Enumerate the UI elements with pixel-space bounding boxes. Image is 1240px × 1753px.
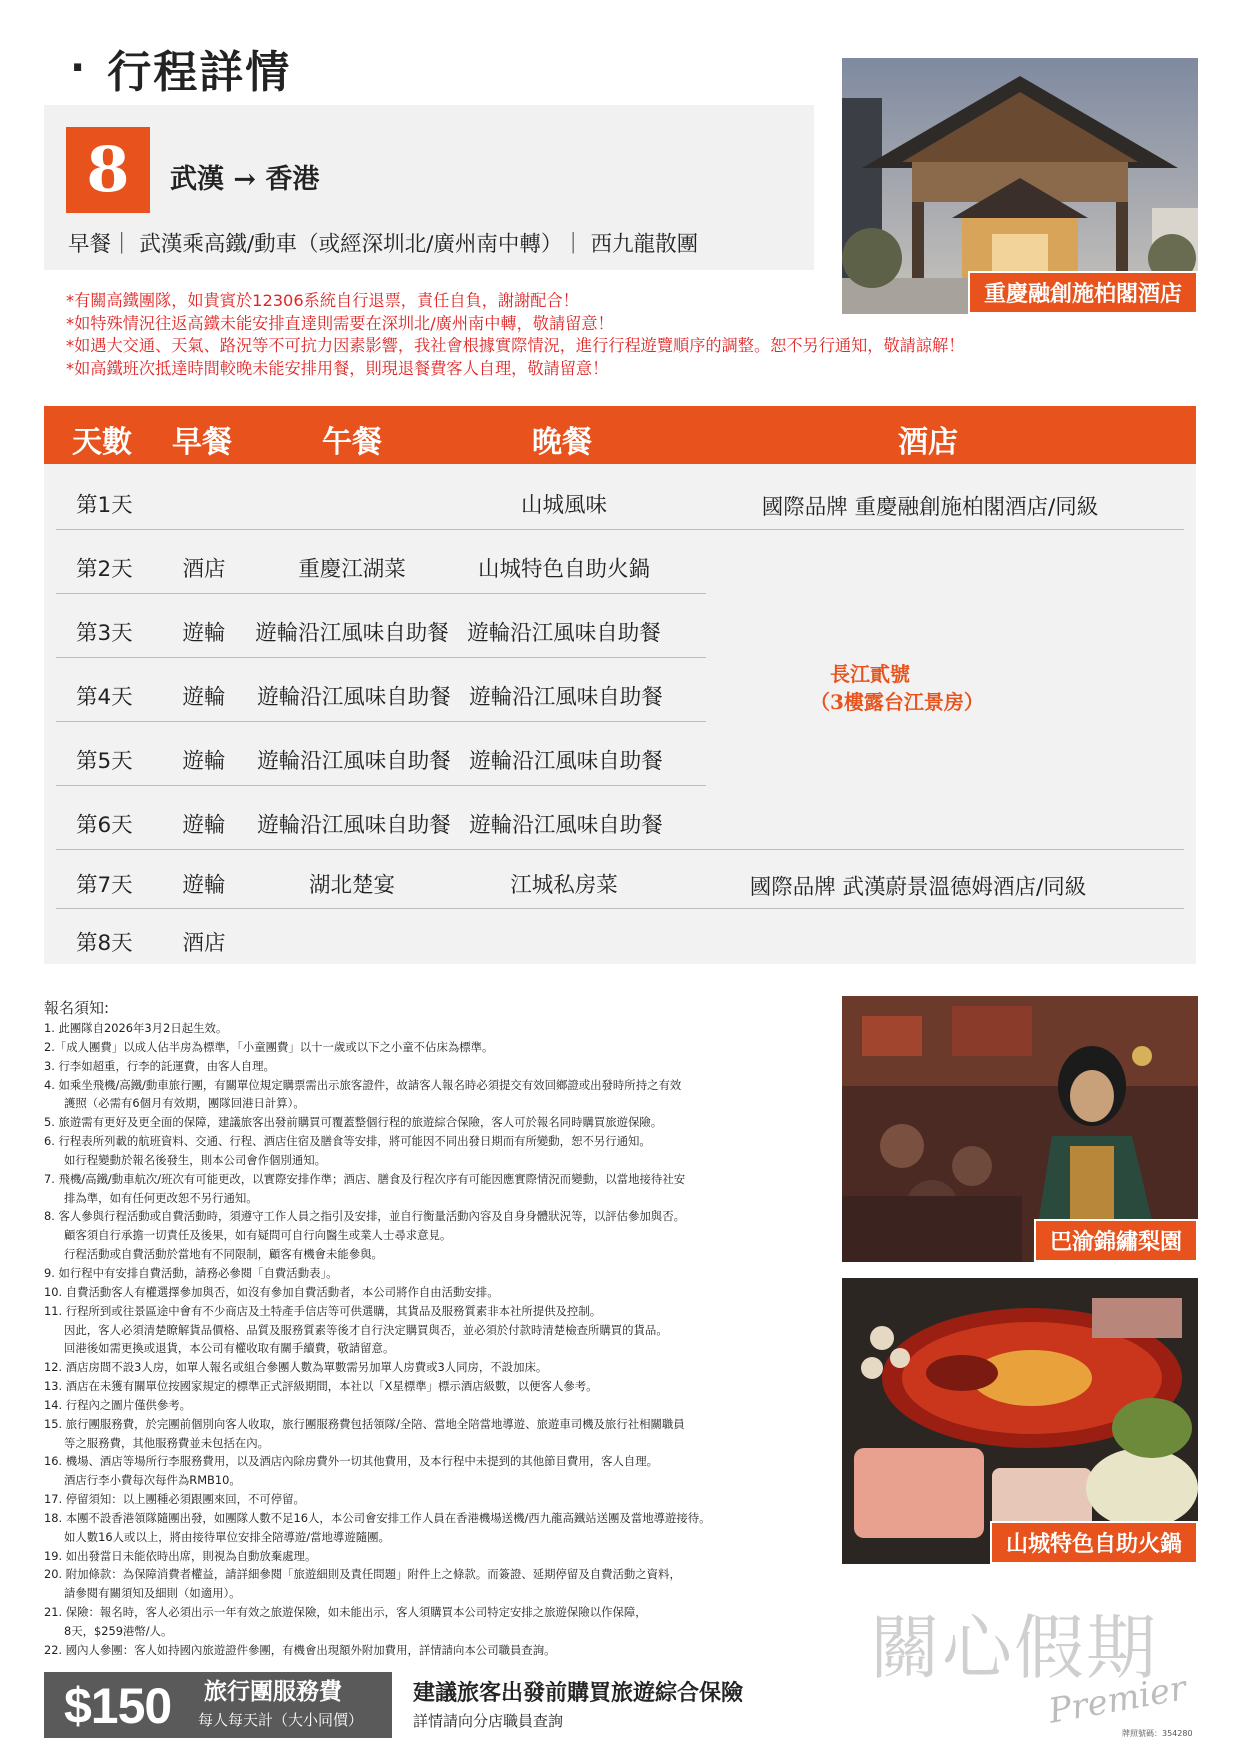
- table-row-lunch: 遊輪沿江風味自助餐: [257, 813, 451, 838]
- table-row-hotel: 國際品牌 武漢蔚景溫德姆酒店/同級: [749, 875, 1087, 900]
- table-row-day: 第5天: [76, 749, 133, 774]
- insurance-subtitle: 詳情請向分店職員查詢: [413, 1712, 564, 1730]
- header-breakfast: 早餐: [172, 425, 232, 460]
- row-divider: [56, 721, 706, 722]
- registration-item: 顧客須自行承擔一切責任及後果，如有疑問可自行向醫生或業人士尋求意見。: [64, 1228, 452, 1243]
- registration-item: 3. 行李如超重，行李的託運費，由客人自理。: [44, 1058, 275, 1073]
- day-summary-box: [44, 105, 814, 270]
- table-row-breakfast: 酒店: [182, 931, 226, 956]
- cruise-hotel-cell: [810, 660, 984, 716]
- day-details: 早餐｜ 武漢乘高鐵/動車（或經深圳北/廣州南中轉）｜ 西九龍散團: [68, 232, 699, 257]
- hotpot-photo-caption: 山城特色自助火鍋: [990, 1521, 1198, 1564]
- registration-item: 6. 行程表所列載的航班資料、交通、行程、酒店住宿及膳食等安排，將可能因不同出發日期而有所變動，恕不另行通知。: [44, 1134, 651, 1149]
- registration-item: 16. 機場、酒店等場所行李服務費用，以及酒店內除房費外一切其他費用，及本行程中未提到的其他節目費用，客人自理。: [44, 1454, 659, 1469]
- table-row-dinner: 遊輪沿江風味自助餐: [467, 621, 661, 646]
- service-fee-amount: $150: [64, 1678, 172, 1734]
- registration-item: 13. 酒店在未獲有關單位按國家規定的標準正式評級期間，本社以「X星標準」標示酒店級數，以便客人參考。: [44, 1379, 598, 1394]
- registration-list: [44, 1019, 834, 1660]
- table-row-dinner: 遊輪沿江風味自助餐: [469, 813, 663, 838]
- brand-english-name: Premier: [1045, 1668, 1190, 1732]
- table-row-breakfast: 遊輪: [182, 813, 226, 838]
- service-fee-title: 旅行團服務費: [204, 1678, 342, 1705]
- day-number-badge: 8: [66, 127, 150, 213]
- brand-chinese-name: 關心假期: [870, 1607, 1158, 1689]
- table-header: [44, 406, 1196, 464]
- service-fee-subtitle: 每人每天計（大小同價）: [198, 1711, 364, 1729]
- hotel-photo-caption: 重慶融創施柏閣酒店: [968, 271, 1198, 314]
- table-row-day: 第1天: [76, 493, 133, 518]
- table-row-dinner: 遊輪沿江風味自助餐: [469, 749, 663, 774]
- table-row-lunch: 湖北楚宴: [308, 873, 396, 898]
- opera-photo-caption: 巴渝錦繡梨園: [1034, 1219, 1198, 1262]
- table-row-dinner: 山城特色自助火鍋: [477, 557, 651, 582]
- registration-item: 請參閱有關須知及細則（如適用）。: [64, 1586, 241, 1601]
- registration-item: 2.「成人團費」以成人佔半房為標準，「小童團費」以十一歲或以下之小童不佔床為標準。: [44, 1039, 494, 1054]
- insurance-title: 建議旅客出發前購買旅遊綜合保險: [413, 1680, 744, 1706]
- cruise-name: 長江貳號: [830, 662, 910, 686]
- note-line: *如特殊情況往返高鐵未能安排直達則需要在深圳北/廣州南中轉，敬請留意！: [66, 313, 614, 333]
- registration-item: 因此，客人必須清楚瞭解貨品價格、品質及服務質素等後才自行決定購買與否，並必須於付款時清楚檢查所購買的貨品。: [64, 1322, 668, 1337]
- registration-item: 17. 停留須知：以上團種必須跟團來回，不可停留。: [44, 1492, 305, 1507]
- registration-item: 護照（必需有6個月有效期，團隊回港日計算）。: [64, 1096, 305, 1111]
- row-divider: [56, 593, 706, 594]
- registration-item: 8天，$259港幣/人。: [64, 1624, 173, 1638]
- hotpot-photo: [842, 1278, 1198, 1564]
- cruise-room: （3樓露台江景房）: [810, 690, 984, 714]
- table-row-breakfast: 遊輪: [182, 873, 226, 898]
- table-row-lunch: 遊輪沿江風味自助餐: [255, 621, 449, 646]
- table-row-hotel: 國際品牌 重慶融創施柏閣酒店/同級: [761, 495, 1099, 520]
- registration-item: 5. 旅遊需有更好及更全面的保障，建議旅客出發前購買可覆蓋整個行程的旅遊綜合保險，客人可於報名同時購買旅遊保險。: [44, 1115, 663, 1130]
- header-dinner: 晚餐: [532, 425, 592, 460]
- registration-item: 8. 客人參與行程活動或自費活動時，須遵守工作人員之指引及安排，並自行衡量活動內容及自身身體狀況等，以評估參加與否。: [44, 1209, 685, 1224]
- registration-item: 20. 附加條款：為保障消費者權益，請詳細參閱「旅遊細則及責任問題」附件上之條款。而簽證、延期停留及自費活動之資料，: [44, 1567, 681, 1582]
- hotel-photo: [842, 58, 1198, 314]
- registration-item: 12. 酒店房間不設3人房，如單人報名或組合參團人數為單數需另加單人房費或3人同房，不設加床。: [44, 1360, 548, 1375]
- table-row-day: 第2天: [76, 557, 133, 582]
- registration-item: 9. 如行程中有安排自費活動，請務必參閱「自費活動表」。: [44, 1265, 338, 1280]
- section-title: [70, 36, 291, 100]
- table-row-day: 第3天: [76, 621, 133, 646]
- table-row-breakfast: 酒店: [182, 557, 226, 582]
- table-row-lunch: 遊輪沿江風味自助餐: [257, 685, 451, 710]
- registration-item: 19. 如出發當日未能依時出席，則視為自動放棄處理。: [44, 1548, 317, 1563]
- registration-item: 如行程變動於報名後發生，則本公司會作個別通知。: [64, 1152, 326, 1167]
- important-notes: [66, 290, 964, 380]
- meal-hotel-table: [44, 406, 1196, 964]
- registration-item: 1. 此團隊自2026年3月2日起生效。: [44, 1021, 228, 1035]
- licence-number: 牌照號碼：354280: [1122, 1729, 1193, 1738]
- row-divider: [56, 657, 706, 658]
- registration-item: 7. 飛機/高鐵/動車航次/班次有可能更改，以實際安排作準；酒店、膳食及行程次序有可能因應實際情況而變動，以當地接待社安: [44, 1171, 686, 1186]
- table-row-lunch: 遊輪沿江風味自助餐: [257, 749, 451, 774]
- row-divider: [56, 908, 1184, 909]
- table-row-breakfast: 遊輪: [182, 621, 226, 646]
- table-row-dinner: 江城私房菜: [510, 873, 618, 898]
- row-divider: [56, 529, 1184, 530]
- table-row-day: 第8天: [76, 931, 133, 956]
- registration-item: 10. 自費活動客人有權選擇參加與否，如沒有參加自費活動者，本公司將作自由活動安排。: [44, 1284, 499, 1299]
- title-bullet: ·: [70, 45, 86, 91]
- day-route: 武漢 → 香港: [170, 164, 320, 195]
- table-row-dinner: 山城風味: [520, 493, 608, 518]
- registration-title: 報名須知:: [44, 999, 110, 1017]
- registration-item: 22. 國內人參團：客人如持國內旅遊證件參團，有機會出現額外附加費用，詳情請向本公司職員查詢。: [44, 1642, 556, 1657]
- row-divider: [56, 849, 1184, 850]
- registration-item: 排為準，如有任何更改恕不另行通知。: [64, 1190, 258, 1205]
- opera-photo: [842, 996, 1198, 1262]
- registration-item: 行程活動或自費活動於當地有不同限制，顧客有機會未能參與。: [64, 1247, 383, 1262]
- note-line: *有關高鐵團隊，如貴賓於12306系統自行退票，責任自負，謝謝配合！: [66, 291, 579, 310]
- registration-terms: [44, 998, 834, 1660]
- table-row-day: 第6天: [76, 813, 133, 838]
- brand-logo: [870, 1592, 1200, 1742]
- table-row-day: 第4天: [76, 685, 133, 710]
- registration-item: 酒店行李小費每次每件為RMB10。: [64, 1473, 241, 1488]
- note-line: *如高鐵班次抵達時間較晚未能安排用餐，則現退餐費客人自理，敬請留意！: [66, 358, 609, 378]
- header-lunch: 午餐: [322, 425, 382, 460]
- page-title: 行程詳情: [107, 47, 292, 98]
- registration-item: 回港後如需更換或退貨，本公司有權收取有關手續費，敬請留意。: [64, 1341, 395, 1356]
- table-row-lunch: 重慶江湖菜: [298, 557, 406, 582]
- registration-item: 如人數16人或以上，將由接待單位安排全陪導遊/當地導遊隨團。: [64, 1529, 390, 1544]
- header-hotel: 酒店: [898, 425, 958, 460]
- registration-item: 18. 本團不設香港領隊隨團出發，如團隊人數不足16人，本公司會安排工作人員在香港機場送機/西九龍高鐵站送團及當地導遊接待。: [44, 1510, 711, 1525]
- table-row-day: 第7天: [76, 873, 133, 898]
- registration-item: 15. 旅行團服務費，於完團前個別向客人收取，旅行團服務費包括領隊/全陪、當地全陪當地導遊、旅遊車司機及旅行社相關職員: [44, 1416, 685, 1431]
- registration-item: 14. 行程內之圖片僅供參考。: [44, 1397, 192, 1412]
- row-divider: [56, 785, 706, 786]
- registration-item: 11. 行程所到或往景區途中會有不少商店及土特產手信店等可供選購，其貨品及服務質素非本社所提供及控制。: [44, 1303, 602, 1318]
- table-row-breakfast: 遊輪: [182, 685, 226, 710]
- table-row-dinner: 遊輪沿江風味自助餐: [469, 685, 663, 710]
- header-day: 天數: [72, 425, 132, 460]
- service-fee-box: [44, 1672, 392, 1738]
- table-row-breakfast: 遊輪: [182, 749, 226, 774]
- registration-item: 21. 保險：報名時，客人必須出示一年有效之旅遊保險，如未能出示，客人須購買本公司特定安排之旅遊保險以作保障，: [44, 1605, 647, 1620]
- registration-item: 等之服務費，其他服務費並未包括在內。: [64, 1435, 270, 1450]
- note-line: *如遇大交通、天氣、路況等不可抗力因素影響，我社會根據實際情況，進行行程遊覽順序的調整。恕不另行通知，敬請諒解！: [66, 336, 965, 355]
- registration-item: 4. 如乘坐飛機/高鐵/動車旅行團，有關單位規定購票需出示旅客證件，故請客人報名時必須提交有效回鄉證或出發時所持之有效: [44, 1077, 682, 1092]
